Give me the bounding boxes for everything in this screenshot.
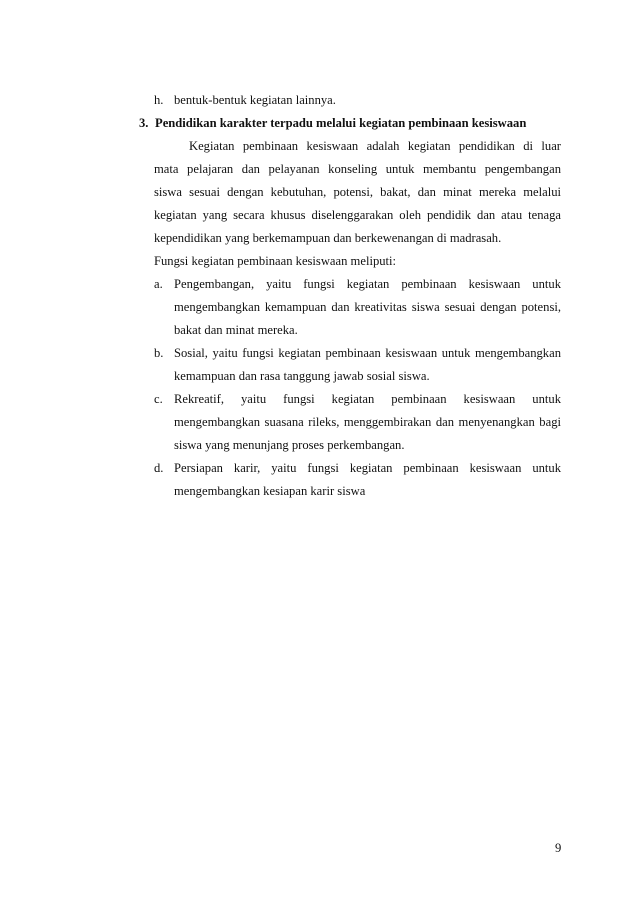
section-heading: Pendidikan karakter terpadu melalui kegiatan pembinaan kesiswaan [155, 116, 527, 130]
paragraph-line: siswa sesuai dengan kebutuhan, potensi, bakat, dan minat mereka melalui [154, 185, 561, 199]
paragraph-line: kegiatan yang secara khusus diselenggarakan oleh pendidik dan atau tenaga [154, 208, 561, 222]
list-item-a-line: Pengembangan, yaitu fungsi kegiatan pembinaan kesiswaan untuk [174, 277, 561, 291]
list-item-c-line: Rekreatif, yaitu fungsi kegiatan pembinaan kesiswaan untuk [174, 392, 561, 406]
list-item-d-line: Persiapan karir, yaitu fungsi kegiatan pembinaan kesiswaan untuk [174, 461, 561, 475]
paragraph-line: mata pelajaran dan pelayanan konseling untuk membantu pengembangan [154, 162, 561, 176]
list-marker-c: c. [154, 392, 163, 406]
list-item-b-line: Sosial, yaitu fungsi kegiatan pembinaan kesiswaan untuk mengembangkan [174, 346, 561, 360]
list-item-a-line: bakat dan minat mereka. [174, 323, 298, 337]
list-marker-d: d. [154, 461, 164, 475]
page-number: 9 [555, 841, 562, 855]
list-marker-b: b. [154, 346, 164, 360]
list-item-c-line: mengembangkan suasana rileks, menggembirakan dan menyenangkan bagi [174, 415, 561, 429]
list-item-b-line: kemampuan dan rasa tanggung jawab sosial siswa. [174, 369, 430, 383]
section-number: 3. [139, 116, 149, 130]
list-marker-h: h. [154, 93, 164, 107]
paragraph-line: kependidikan yang berkemampuan dan berkewenangan di madrasah. [154, 231, 502, 245]
list-marker-a: a. [154, 277, 163, 291]
list-item-c-line: siswa yang menunjang proses perkembangan. [174, 438, 405, 452]
list-item-h-text: bentuk-bentuk kegiatan lainnya. [174, 93, 336, 107]
paragraph-line: Kegiatan pembinaan kesiswaan adalah kegiatan pendidikan di luar [189, 139, 561, 153]
list-item-a-line: mengembangkan kemampuan dan kreativitas siswa sesuai dengan potensi, [174, 300, 561, 314]
list-item-d-line: mengembangkan kesiapan karir siswa [174, 484, 366, 498]
fungsi-intro: Fungsi kegiatan pembinaan kesiswaan meliputi: [154, 254, 397, 268]
